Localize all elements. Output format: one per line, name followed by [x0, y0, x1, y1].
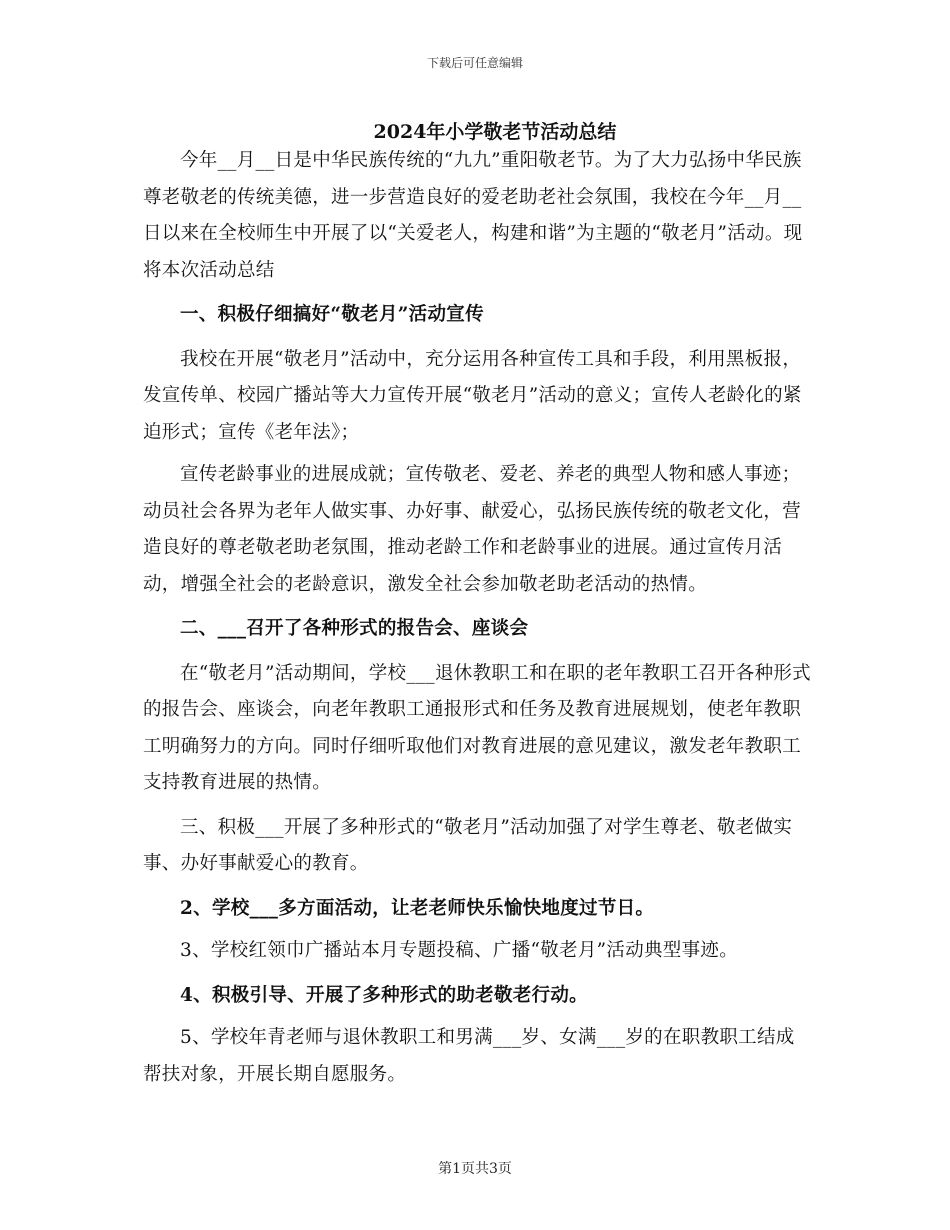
page-footer: 第1页共3页 [438, 1161, 512, 1177]
paragraph-section-3: 三、积极___开展了多种形式的“敬老月”活动加强了对学生尊老、敬老做实事、办好事献爱心的教育。 [143, 816, 793, 874]
document-body [143, 143, 813, 1093]
page-header: 下载后可任意编辑 [426, 56, 523, 70]
paragraph-publicity-2: 宣传老龄事业的进展成就；宣传敬老、爱老、养老的典型人物和感人事迹；动员社会各界为老年人做实事、办好事、献爱心，弘扬民族传统的敬老文化，营造良好的尊老敬老助老氛围，推动老龄工作和老龄事业的进展。通过宣传月活动，增强全社会的老龄意识，激发全社会参加敬老助老活动的热情。 [143, 464, 802, 595]
document-title: 2024年小学敬老节活动总结 [373, 121, 617, 143]
paragraph-item-5: 5、学校年青老师与退休教职工和男满___岁、女满___岁的在职教职工结成帮扶对象，开展长期自愿服务。 [143, 1027, 795, 1085]
item-heading-4: 4、积极引导、开展了多种形式的助老敬老行动。 [180, 984, 588, 1006]
section-heading-2: 二、___召开了各种形式的报告会、座谈会 [180, 618, 529, 639]
paragraph-publicity: 我校在开展“敬老月”活动中，充分运用各种宣传工具和手段，利用黑板报，发宣传单、校园广播站等大力宣传开展“敬老月”活动的意义；宣传人老龄化的紧迫形式；宣传《老年法》； [143, 348, 802, 443]
section-heading-1: 一、积极仔细搞好“敬老月”活动宣传 [180, 304, 484, 325]
paragraph-item-3: 3、学校红领巾广播站本月专题投稿、广播“敬老月”活动典型事迹。 [180, 940, 738, 961]
paragraph-intro: 今年__月__日是中华民族传统的“九九”重阳敬老节。为了大力弘扬中华民族尊老敬老的传统美德，进一步营造良好的爱老助老社会氛围，我校在今年__月__日以来在全校师生中开展了以“关爱老人，构建和谐”为主题的“敬老月”活动。现将本次活动总结 [143, 150, 803, 281]
paragraph-meetings: 在“敬老月”活动期间，学校___退休教职工和在职的老年教职工召开各种形式的报告会、座谈会，向老年教职工通报形式和任务及教育进展规划，使老年教职工明确努力的方向。同时仔细听取他们对教育进展的意见建议，激发老年教职工支持教育进展的热情。 [143, 662, 811, 793]
item-heading-2: 2、学校___多方面活动，让老老师快乐愉快地度过节日。 [180, 897, 655, 919]
